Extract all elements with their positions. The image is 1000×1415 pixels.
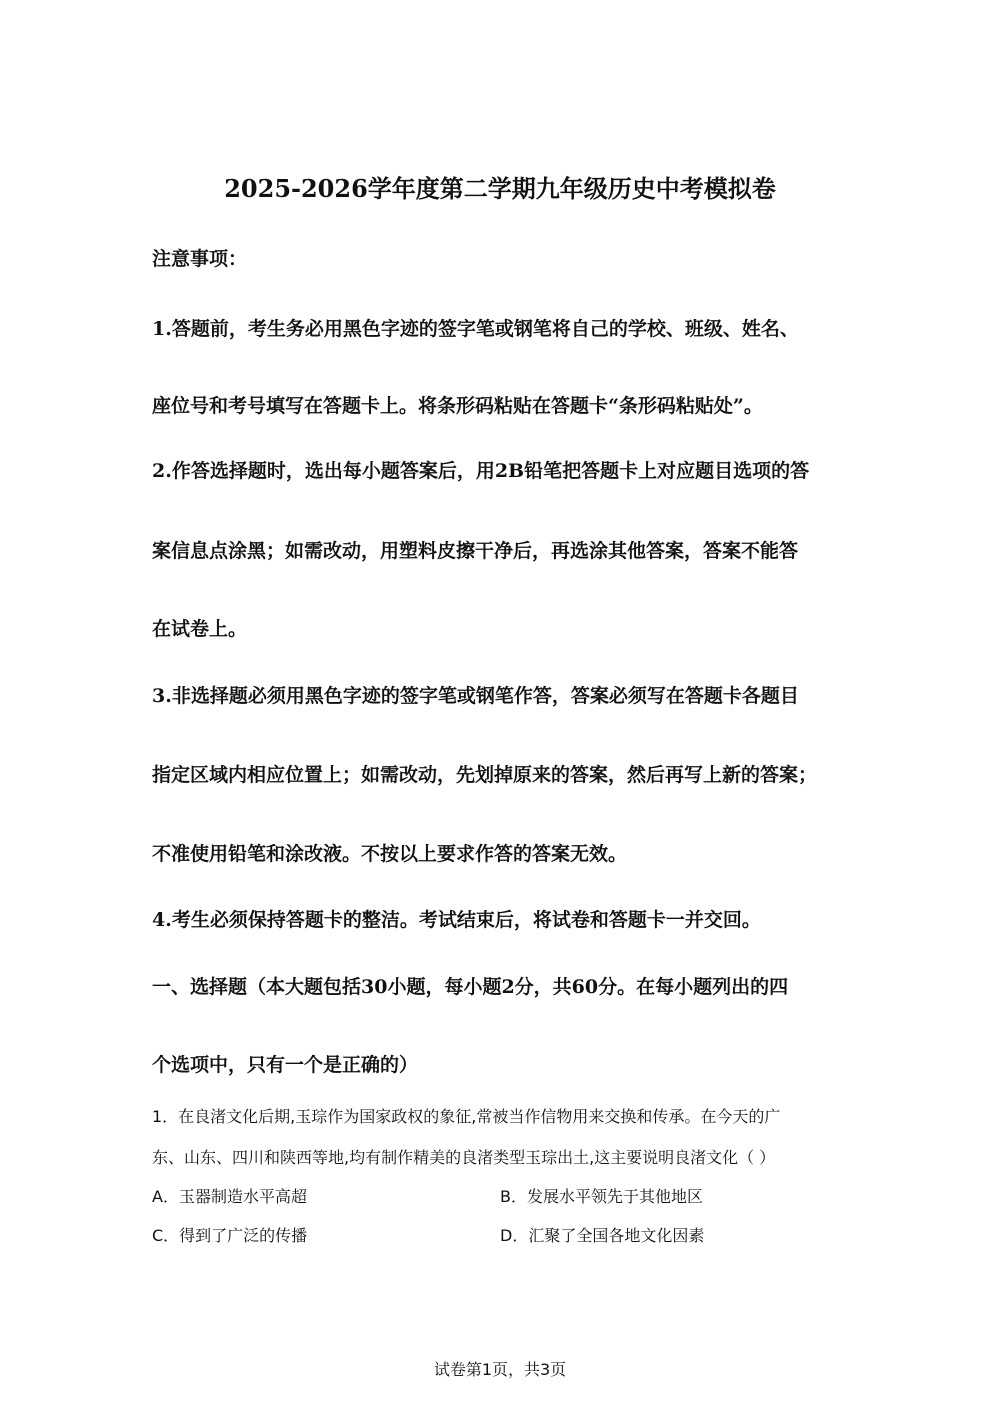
question-1-option-d: D．汇聚了全国各地文化因素	[500, 1226, 705, 1245]
notice-line-5: 在试卷上。	[152, 618, 248, 640]
question-1-option-b: B．发展水平领先于其他地区	[500, 1187, 703, 1206]
question-1-line-2: 东、山东、四川和陕西等地,均有制作精美的良渚类型玉琮出土,这主要说明良渚文化（ ）	[152, 1148, 776, 1167]
question-1-line-1: 1．在良渚文化后期,玉琮作为国家政权的象征,常被当作信物用来交换和传承。在今天的广	[152, 1107, 781, 1126]
notice-line-9: 4.考生必须保持答题卡的整洁。考试结束后，将试卷和答题卡一并交回。	[152, 909, 761, 931]
notice-line-1: 1.答题前，考生务必用黑色字迹的签字笔或钢笔将自己的学校、班级、姓名、	[152, 318, 799, 340]
page-footer: 试卷第1页，共3页	[433, 1360, 567, 1379]
notice-line-8: 不准使用铅笔和涂改液。不按以上要求作答的答案无效。	[152, 843, 628, 865]
question-1-option-c: C．得到了广泛的传播	[152, 1226, 308, 1245]
exam-title: 2025-2026学年度第二学期九年级历史中考模拟卷	[224, 174, 776, 203]
notice-line-7: 指定区域内相应位置上；如需改动，先划掉原来的答案，然后再写上新的答案；	[152, 764, 818, 786]
section-heading-line-1: 一、选择题（本大题包括30小题，每小题2分，共60分。在每小题列出的四	[152, 976, 789, 998]
notice-line-6: 3.非选择题必须用黑色字迹的签字笔或钢笔作答，答案必须写在答题卡各题目	[152, 685, 799, 707]
notice-line-2: 座位号和考号填写在答题卡上。将条形码粘贴在答题卡“条形码粘贴处”。	[152, 395, 763, 417]
notice-heading: 注意事项：	[152, 248, 248, 270]
notice-line-3: 2.作答选择题时，选出每小题答案后，用2B铅笔把答题卡上对应题目选项的答	[152, 460, 810, 482]
question-1-option-a: A．玉器制造水平高超	[152, 1187, 307, 1206]
section-heading-line-2: 个选项中，只有一个是正确的）	[152, 1054, 419, 1076]
notice-line-4: 案信息点涂黑；如需改动，用塑料皮擦干净后，再选涂其他答案，答案不能答	[152, 540, 799, 562]
